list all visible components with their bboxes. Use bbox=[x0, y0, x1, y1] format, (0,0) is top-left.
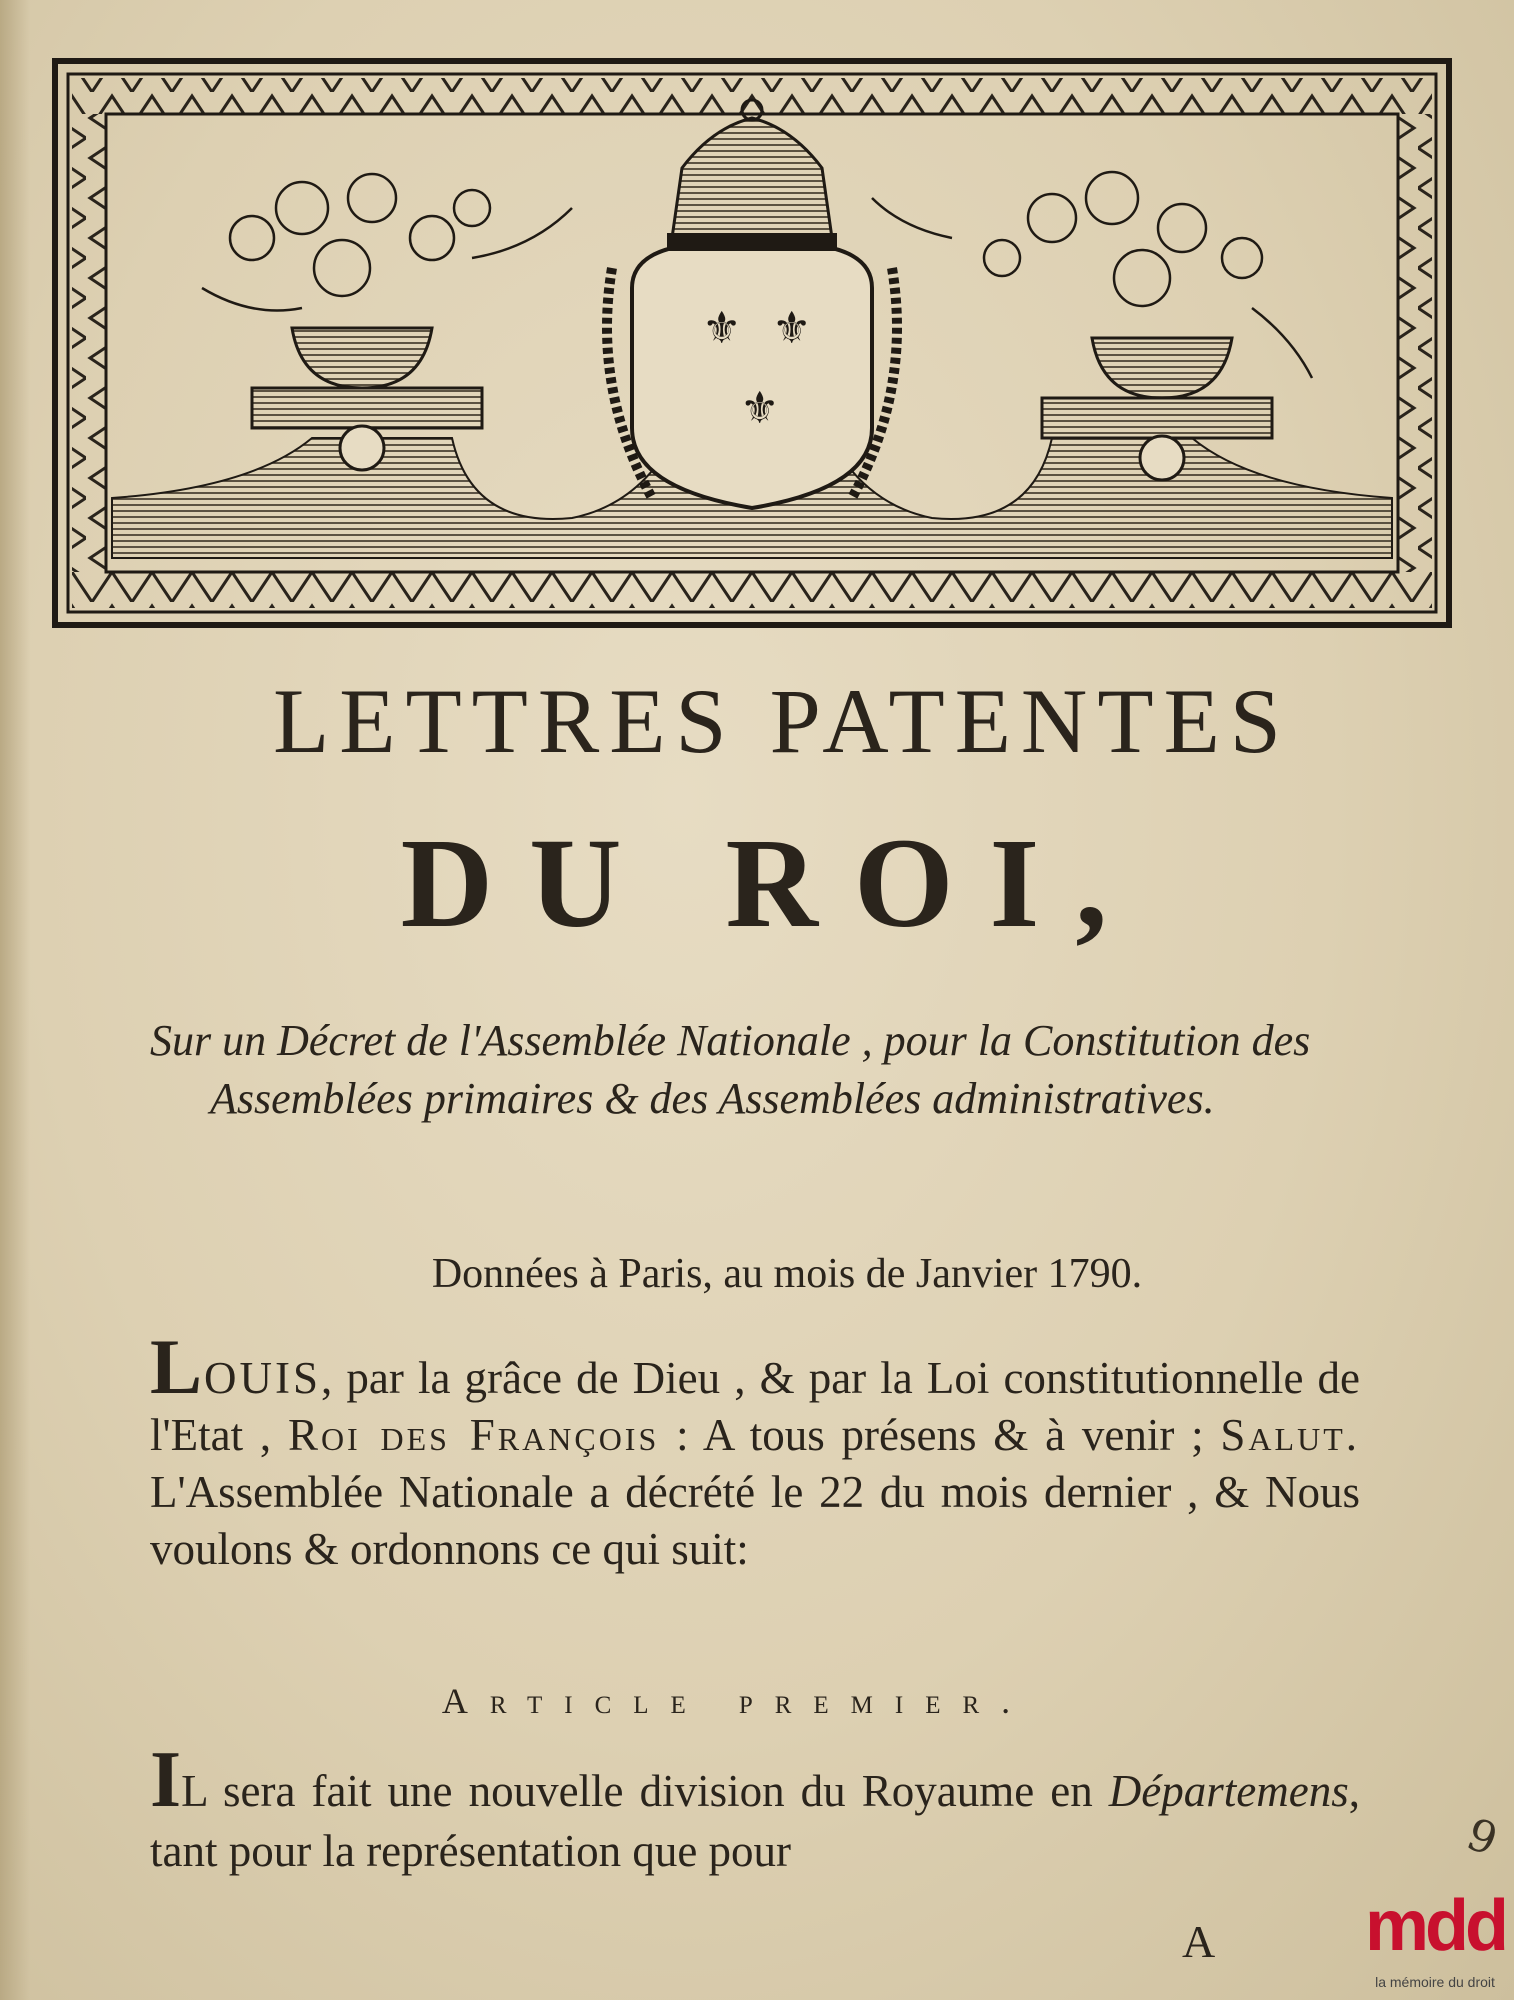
body-text-2: : A tous présens & à venir ; bbox=[659, 1410, 1221, 1460]
article-text-1: L sera fait une nouvelle division du Royaume en bbox=[181, 1766, 1109, 1816]
article-heading: Article premier. bbox=[441, 1681, 1033, 1721]
margin-mark: 9 bbox=[1460, 1808, 1504, 1867]
signature-mark: A bbox=[1182, 1916, 1216, 1967]
body-smallcaps-2: Salut. bbox=[1220, 1410, 1360, 1460]
svg-text:⚜: ⚜ bbox=[740, 383, 780, 434]
opening-word: OUIS bbox=[204, 1353, 322, 1403]
subtitle: Sur un Décret de l'Assemblée Nationale , pour la Constitution des Assemblées primaires & des Assemblées administratives. bbox=[150, 1016, 1311, 1123]
svg-text:⚜: ⚜ bbox=[702, 303, 742, 354]
title-line-1: LETTRES PATENTES bbox=[273, 670, 1291, 772]
drop-cap: L bbox=[150, 1323, 203, 1410]
logo-tagline: la mémoire du droit bbox=[1375, 1974, 1495, 1990]
dateline: Données à Paris, au mois de Janvier 1790. bbox=[431, 1251, 1143, 1297]
article-drop-cap: I bbox=[150, 1736, 182, 1824]
article-paragraph bbox=[150, 1736, 1360, 1881]
body-paragraph bbox=[150, 1323, 1360, 1578]
article-text-2: , tant pour la représentation que pour bbox=[150, 1766, 1360, 1876]
body-smallcaps-1: Roi des François bbox=[287, 1410, 660, 1460]
woodcut-ornament bbox=[52, 58, 1452, 628]
watermark-logo bbox=[1356, 1886, 1514, 2000]
body-text-3: L'Assemblée Nationale a décrété le 22 du mois dernier , & Nous voulons & ordonnons ce qui suit: bbox=[150, 1467, 1360, 1574]
svg-text:⚜: ⚜ bbox=[772, 303, 812, 354]
body-text-1: , par la grâce de Dieu , & par la Loi constitutionnelle de l'Etat , bbox=[150, 1353, 1360, 1460]
article-italic: Départemens bbox=[1108, 1766, 1349, 1816]
title-line-2: DU ROI, bbox=[400, 812, 1144, 954]
logo-mark: mdd bbox=[1365, 1886, 1505, 1966]
